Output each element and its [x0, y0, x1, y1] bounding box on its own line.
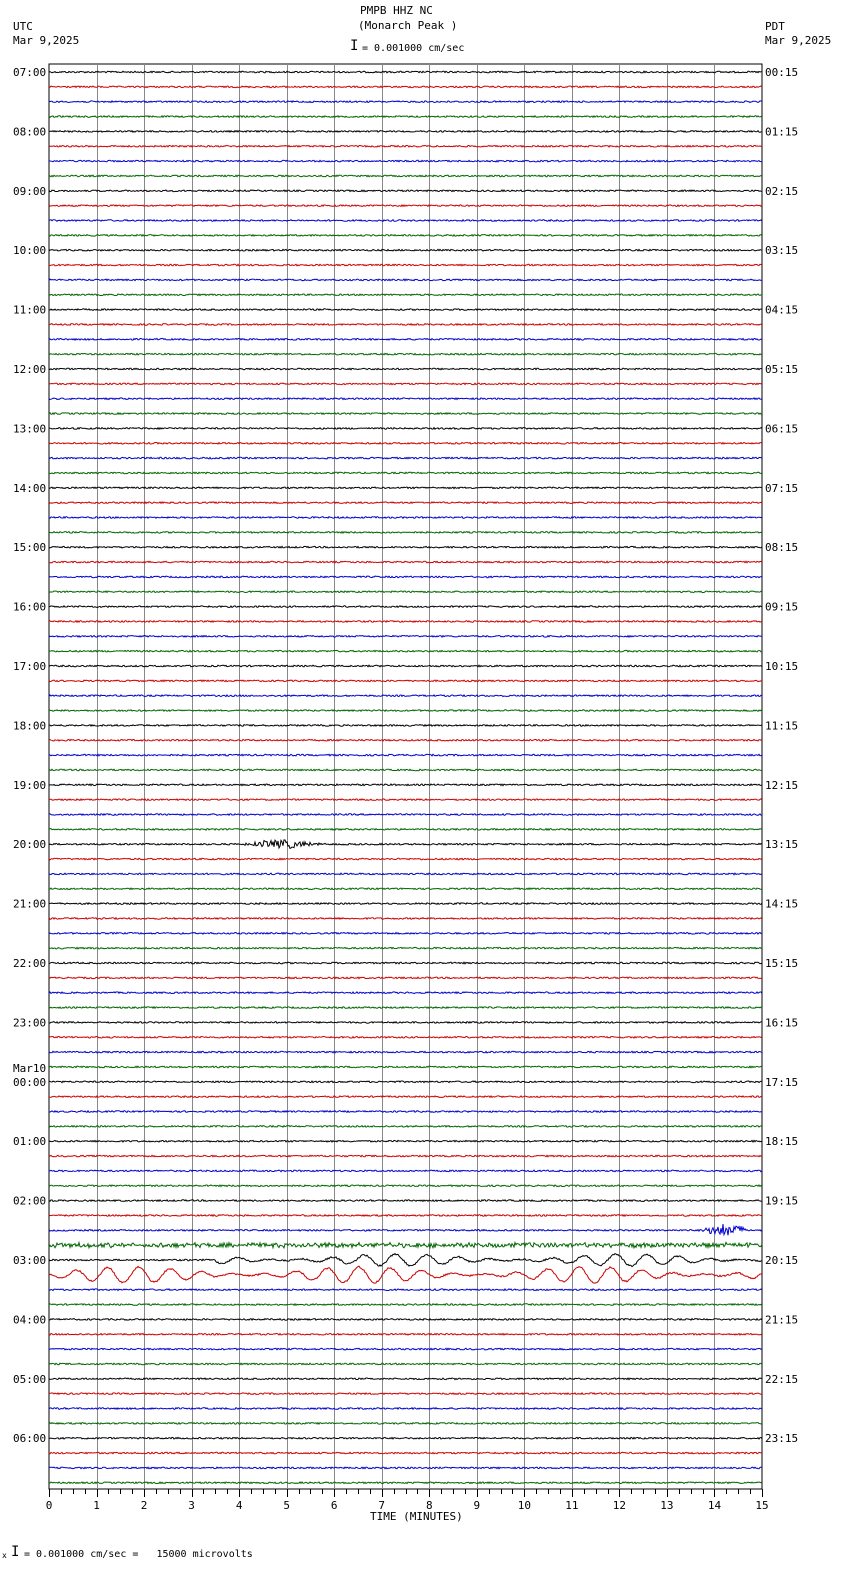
x-tick-label: 12 [612, 1499, 627, 1512]
right-hour-label: 07:15 [765, 481, 799, 495]
x-tick-label: 8 [425, 1499, 433, 1512]
x-tick-label: 0 [45, 1499, 53, 1512]
trace-29 [49, 502, 762, 504]
trace-92 [49, 1437, 762, 1439]
scale-bar-icon: I [350, 38, 359, 54]
right-hour-label: 04:15 [765, 303, 799, 317]
trace-14 [49, 279, 762, 281]
trace-18 [49, 339, 762, 341]
trace-79 [49, 1242, 762, 1248]
trace-70 [49, 1111, 762, 1113]
trace-85 [49, 1334, 762, 1336]
left-hour-label: 10:00 [13, 244, 47, 258]
left-hour-label: 22:00 [13, 957, 47, 970]
left-hour-label: 16:00 [13, 600, 47, 614]
trace-91 [49, 1423, 762, 1425]
left-hour-label: 18:00 [13, 719, 47, 733]
trace-83 [49, 1304, 762, 1306]
trace-88 [49, 1378, 762, 1380]
x-tick-label: 11 [565, 1499, 579, 1512]
trace-0 [49, 71, 762, 73]
right-hour-label: 19:15 [765, 1194, 799, 1208]
trace-80 [49, 1254, 762, 1267]
trace-33 [49, 561, 762, 563]
x-tick-label: 1 [93, 1499, 100, 1512]
x-tick-label: 10 [517, 1499, 531, 1512]
trace-55 [49, 888, 762, 890]
trace-71 [49, 1126, 762, 1128]
trace-68 [49, 1081, 762, 1083]
right-hour-label: 11:15 [765, 719, 799, 733]
trace-56 [49, 903, 762, 905]
right-timezone: PDT [765, 20, 785, 33]
footer-scale-note: = 0.001000 cm/sec = 15000 microvolts [24, 1549, 253, 1560]
trace-60 [49, 962, 762, 964]
x-tick-label: 9 [473, 1499, 481, 1512]
trace-22 [49, 398, 762, 400]
trace-7 [49, 175, 762, 177]
right-date: Mar 9,2025 [765, 34, 832, 47]
x-tick-label: 7 [378, 1499, 386, 1512]
footer-mark: x [2, 1551, 7, 1560]
trace-31 [49, 532, 762, 534]
left-hour-label: 06:00 [13, 1432, 47, 1446]
left-hour-label: 19:00 [13, 778, 47, 792]
trace-52 [49, 840, 762, 849]
trace-84 [49, 1319, 762, 1321]
left-hour-label: 13:00 [13, 422, 47, 436]
right-hour-label: 13:15 [765, 838, 799, 852]
trace-69 [49, 1096, 762, 1098]
right-hour-label: 18:15 [765, 1135, 799, 1149]
x-tick-label: 2 [140, 1499, 148, 1512]
trace-77 [49, 1215, 762, 1217]
x-tick-label: 14 [707, 1499, 722, 1512]
left-hour-label: 07:00 [13, 66, 47, 79]
trace-28 [49, 487, 762, 489]
trace-90 [49, 1408, 762, 1410]
trace-38 [49, 636, 762, 638]
trace-47 [49, 769, 762, 771]
right-hour-label: 12:15 [765, 778, 799, 792]
right-hour-label: 10:15 [765, 660, 799, 673]
trace-82 [49, 1289, 762, 1291]
left-hour-label: 04:00 [13, 1313, 47, 1327]
x-axis-title: TIME (MINUTES) [370, 1510, 463, 1523]
left-date: Mar 9,2025 [13, 34, 80, 47]
trace-73 [49, 1155, 762, 1157]
left-hour-label: 20:00 [13, 838, 47, 852]
trace-41 [49, 680, 762, 682]
trace-2 [49, 101, 762, 103]
trace-54 [49, 873, 762, 875]
left-hour-label: 03:00 [13, 1254, 47, 1267]
right-hour-label: 23:15 [765, 1432, 799, 1446]
trace-45 [49, 740, 762, 742]
trace-8 [49, 190, 762, 192]
trace-30 [49, 517, 762, 519]
left-hour-label: 23:00 [13, 1016, 47, 1030]
trace-44 [49, 725, 762, 727]
left-hour-label: 09:00 [13, 184, 47, 198]
x-tick-label: 6 [330, 1499, 338, 1512]
trace-15 [49, 294, 762, 296]
x-tick-label: 5 [283, 1499, 290, 1512]
right-hour-label: 00:15 [765, 66, 799, 79]
trace-17 [49, 324, 762, 326]
trace-48 [49, 784, 762, 786]
trace-19 [49, 353, 762, 355]
trace-74 [49, 1170, 762, 1172]
trace-87 [49, 1363, 762, 1365]
trace-37 [49, 621, 762, 623]
station-title: PMPB HHZ NC [360, 4, 433, 17]
right-hour-label: 09:15 [765, 600, 799, 614]
trace-32 [49, 546, 762, 548]
x-tick-label: 3 [188, 1499, 195, 1512]
trace-27 [49, 472, 762, 474]
trace-59 [49, 947, 762, 949]
left-hour-label: 15:00 [13, 541, 47, 555]
trace-13 [49, 264, 762, 266]
footer-scale-bar-icon: I [11, 1544, 20, 1560]
trace-43 [49, 710, 762, 712]
trace-35 [49, 591, 762, 593]
trace-40 [49, 665, 762, 667]
trace-72 [49, 1140, 762, 1142]
left-hour-label: 00:00 [13, 1075, 47, 1089]
trace-10 [49, 220, 762, 222]
left-hour-label: 17:00 [13, 660, 47, 673]
scale-text: = 0.001000 cm/sec [362, 43, 465, 54]
trace-50 [49, 814, 762, 816]
right-hour-label: 08:15 [765, 541, 799, 555]
left-date-change-label: Mar10 [13, 1061, 47, 1075]
trace-34 [49, 576, 762, 578]
plot-frame [49, 64, 762, 1489]
trace-1 [49, 86, 762, 88]
trace-63 [49, 1007, 762, 1009]
trace-16 [49, 309, 762, 311]
x-tick-label: 13 [660, 1499, 674, 1512]
right-hour-label: 01:15 [765, 125, 799, 139]
trace-65 [49, 1037, 762, 1039]
left-hour-label: 01:00 [13, 1135, 47, 1149]
left-hour-label: 14:00 [13, 481, 47, 495]
left-hour-label: 08:00 [13, 125, 47, 139]
trace-6 [49, 160, 762, 162]
right-hour-label: 14:15 [765, 897, 799, 911]
left-hour-label: 02:00 [13, 1194, 47, 1208]
trace-36 [49, 606, 762, 608]
right-hour-label: 17:15 [765, 1075, 799, 1089]
trace-61 [49, 977, 762, 979]
trace-42 [49, 695, 762, 697]
trace-11 [49, 235, 762, 237]
trace-4 [49, 131, 762, 133]
right-hour-label: 15:15 [765, 957, 799, 970]
trace-49 [49, 799, 762, 801]
right-hour-label: 22:15 [765, 1372, 799, 1386]
left-hour-label: 05:00 [13, 1372, 47, 1386]
trace-95 [49, 1482, 762, 1484]
right-hour-label: 20:15 [765, 1254, 799, 1267]
trace-78 [49, 1224, 762, 1235]
trace-58 [49, 933, 762, 935]
trace-3 [49, 116, 762, 118]
left-hour-label: 21:00 [13, 897, 47, 911]
trace-21 [49, 383, 762, 385]
right-hour-label: 06:15 [765, 422, 799, 436]
right-hour-label: 21:15 [765, 1313, 799, 1327]
trace-51 [49, 829, 762, 831]
trace-75 [49, 1185, 762, 1187]
trace-76 [49, 1200, 762, 1202]
right-hour-label: 05:15 [765, 363, 799, 376]
trace-89 [49, 1393, 762, 1395]
trace-23 [49, 413, 762, 415]
trace-20 [49, 368, 762, 370]
trace-66 [49, 1051, 762, 1053]
trace-24 [49, 428, 762, 430]
trace-64 [49, 1022, 762, 1024]
left-timezone: UTC [13, 20, 33, 33]
x-tick-label: 15 [755, 1499, 769, 1512]
left-hour-label: 11:00 [13, 303, 47, 317]
right-hour-label: 02:15 [765, 184, 799, 198]
trace-9 [49, 205, 762, 207]
trace-81 [49, 1266, 762, 1283]
trace-53 [49, 858, 762, 860]
trace-93 [49, 1452, 762, 1454]
trace-12 [49, 249, 762, 251]
trace-5 [49, 146, 762, 148]
trace-86 [49, 1348, 762, 1350]
trace-25 [49, 443, 762, 445]
left-hour-label: 12:00 [13, 363, 47, 376]
trace-67 [49, 1066, 762, 1068]
trace-39 [49, 650, 762, 652]
trace-46 [49, 754, 762, 756]
right-hour-label: 16:15 [765, 1016, 799, 1030]
trace-26 [49, 457, 762, 459]
right-hour-label: 03:15 [765, 244, 799, 258]
trace-57 [49, 918, 762, 920]
trace-94 [49, 1467, 762, 1469]
trace-62 [49, 992, 762, 994]
station-location: (Monarch Peak ) [358, 19, 458, 32]
x-tick-label: 4 [235, 1499, 243, 1512]
